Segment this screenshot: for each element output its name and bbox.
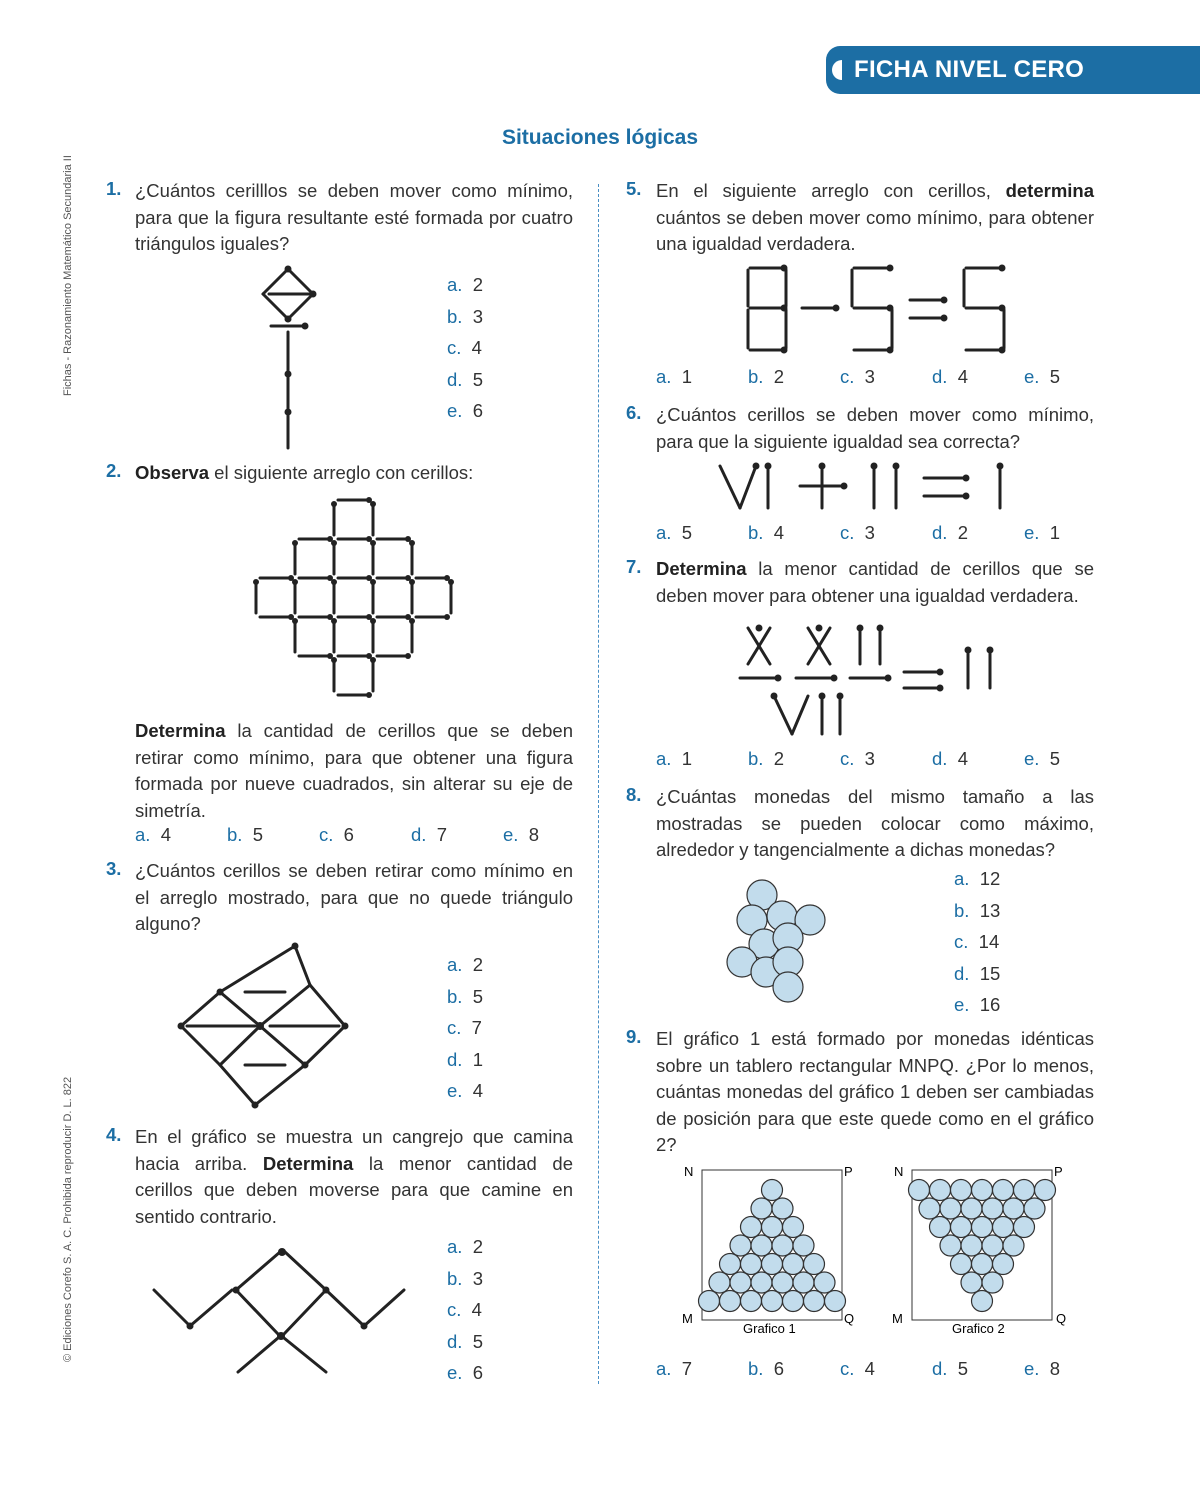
q6-option-d[interactable]	[932, 522, 968, 544]
option-value: 7	[461, 1017, 482, 1038]
option-value: 5	[462, 1330, 484, 1352]
q5-figure	[740, 262, 1020, 358]
q1-option-d[interactable]	[447, 369, 483, 391]
option-value: 3	[854, 748, 875, 769]
option-letter: b.	[954, 899, 970, 921]
q1-number: 1.	[106, 178, 122, 199]
q7-figure	[736, 622, 1026, 742]
option-value: 2	[462, 274, 484, 295]
q9-label-q1: Q	[844, 1311, 855, 1326]
option-value: 12	[969, 868, 1001, 889]
option-letter: e.	[447, 1080, 463, 1101]
option-letter: a.	[135, 824, 151, 845]
option-letter: b.	[748, 522, 764, 543]
option-value: 4	[854, 1358, 875, 1379]
q8-number: 8.	[626, 784, 642, 805]
option-value: 1	[1039, 522, 1061, 543]
q4-figure	[150, 1246, 410, 1376]
option-value: 5	[462, 368, 484, 390]
option-value: 4	[461, 337, 482, 358]
option-letter: a.	[656, 522, 672, 543]
option-value: 4	[461, 1299, 482, 1320]
option-letter: a.	[447, 274, 463, 295]
q9-label-m1: M	[682, 1311, 693, 1326]
option-value: 4	[763, 522, 785, 543]
option-letter: c.	[319, 824, 334, 845]
option-letter: d.	[932, 522, 948, 543]
option-value: 1	[462, 1048, 484, 1070]
q8-option-e[interactable]	[954, 994, 1000, 1016]
q7-option-d[interactable]	[932, 748, 968, 770]
option-letter: b.	[447, 1267, 463, 1289]
q2-text-rest: el siguiente arreglo con cerillos:	[209, 462, 474, 483]
option-value: 5	[671, 522, 693, 543]
page-title: Situaciones lógicas	[501, 126, 699, 149]
q3-option-d[interactable]	[447, 1049, 483, 1071]
q2-option-a[interactable]	[135, 824, 171, 846]
q2-option-e[interactable]	[503, 824, 539, 846]
option-value: 2	[763, 366, 785, 387]
option-letter: e.	[954, 994, 970, 1015]
option-letter: e.	[1024, 1358, 1040, 1379]
q9-text: El gráfico 1 está formado por monedas idénticas sobre un tablero rectangular MNPQ. ¿Por lo menos, cuántas monedas del gráfico 1 deben ser cambiadas de posición para que este quede como en el gráfico 2?	[656, 1028, 1094, 1155]
q4-text-a: En el gráfico se muestra un cangrejo que camina hacia arriba.	[135, 1126, 573, 1174]
q2-option-c[interactable]	[319, 824, 354, 846]
option-letter: b.	[447, 985, 463, 1007]
option-letter: a.	[447, 954, 463, 975]
option-value: 3	[854, 522, 875, 543]
option-value: 4	[947, 748, 969, 769]
q3-option-e[interactable]	[447, 1080, 483, 1102]
q7-option-c[interactable]	[840, 748, 875, 770]
q4-option-a[interactable]	[447, 1236, 483, 1258]
option-letter: c.	[954, 931, 969, 952]
option-value: 2	[462, 1236, 484, 1257]
q7-option-b[interactable]	[748, 748, 784, 770]
q1-text: ¿Cuántos cerilllos se deben mover como mínimo, para que la figura resultante esté formada por cuatro triángulos iguales?	[135, 180, 573, 254]
q8-option-b[interactable]	[954, 900, 1000, 922]
option-letter: d.	[447, 1048, 463, 1070]
side-text-top: Fichas - Razonamiento Matemático Secundaria II	[62, 155, 74, 396]
q4-option-e[interactable]	[447, 1362, 483, 1384]
option-letter: d.	[932, 748, 948, 769]
q5-option-c[interactable]	[840, 366, 875, 388]
option-letter: c.	[840, 748, 855, 769]
q7-bold: Determina	[656, 558, 747, 579]
option-value: 5	[1039, 748, 1061, 769]
q1-option-e[interactable]	[447, 400, 483, 422]
q2-text-2	[135, 718, 573, 824]
option-letter: a.	[656, 366, 672, 387]
option-value: 7	[671, 1358, 693, 1379]
q9-label-g1: Grafico 1	[743, 1321, 796, 1336]
q4-text	[135, 1124, 573, 1230]
q5-number: 5.	[626, 178, 642, 199]
q9-label-q2: Q	[1056, 1311, 1067, 1326]
q8-option-a[interactable]	[954, 868, 1000, 890]
option-value: 16	[969, 994, 1001, 1015]
option-letter: d.	[411, 824, 427, 845]
q7-text-rest: la menor cantidad de cerillos que se deben mover para obtener una igualdad verdadera.	[656, 558, 1094, 606]
q5-option-a[interactable]	[656, 366, 692, 388]
q5-option-d[interactable]	[932, 366, 968, 388]
option-letter: e.	[1024, 748, 1040, 769]
q2-text-2-rest: la cantidad de cerillos que se deben retirar como mínimo, para que obtener una figura formada por nueve cuadrados, sin alterar su eje de simetría.	[135, 720, 573, 821]
column-divider	[598, 184, 599, 1384]
option-letter: c.	[840, 522, 855, 543]
option-value: 6	[462, 400, 484, 421]
option-letter: e.	[1024, 366, 1040, 387]
q3-option-b[interactable]	[447, 986, 483, 1008]
q2-option-d[interactable]	[411, 824, 447, 846]
option-value: 13	[969, 899, 1001, 921]
option-value: 8	[1039, 1358, 1061, 1379]
q5-option-b[interactable]	[748, 366, 784, 388]
q1-option-c[interactable]	[447, 337, 482, 359]
q4-text-b: la menor cantidad de cerillos que deben moverse para que camine en sentido contrario.	[135, 1152, 573, 1227]
header-tab-label: FICHA NIVEL CERO	[854, 56, 1085, 83]
option-value: 15	[969, 962, 1001, 984]
option-letter: c.	[840, 1358, 855, 1379]
option-letter: c.	[447, 1299, 462, 1320]
side-text-bottom: © Ediciones Corefo S. A. C. Prohibida reproducir D. L. 822	[62, 1076, 74, 1362]
option-letter: d.	[954, 962, 970, 984]
option-letter: b.	[748, 748, 764, 769]
q9-label-m2: M	[892, 1311, 903, 1326]
q2-option-b[interactable]	[227, 824, 263, 846]
q6-option-a[interactable]	[656, 522, 692, 544]
option-letter: d.	[447, 368, 463, 390]
q9-option-b[interactable]	[748, 1358, 784, 1380]
q6-figure	[716, 462, 1016, 512]
option-letter: d.	[932, 1358, 948, 1379]
option-value: 7	[426, 824, 448, 845]
q9-figure	[680, 1160, 1080, 1342]
option-value: 3	[462, 305, 484, 327]
q9-option-d[interactable]	[932, 1358, 968, 1380]
option-letter: a.	[656, 1358, 672, 1379]
option-value: 3	[854, 366, 875, 387]
option-value: 1	[671, 748, 693, 769]
option-value: 5	[1039, 366, 1061, 387]
option-value: 4	[462, 1080, 484, 1101]
q2-bold: Observa	[135, 462, 210, 483]
option-letter: e.	[1024, 522, 1040, 543]
option-value: 6	[763, 1358, 785, 1379]
q8-figure	[724, 876, 828, 1004]
option-letter: e.	[447, 400, 463, 421]
q3-number: 3.	[106, 858, 122, 879]
q7-option-a[interactable]	[656, 748, 692, 770]
q9-number: 9.	[626, 1026, 642, 1047]
option-value: 5	[242, 824, 264, 845]
q9-label-n2: N	[894, 1164, 904, 1179]
q8-option-d[interactable]	[954, 963, 1000, 985]
option-value: 6	[333, 824, 354, 845]
q4-option-b[interactable]	[447, 1268, 483, 1290]
q1-figure	[255, 262, 335, 452]
q4-option-c[interactable]	[447, 1299, 482, 1321]
q9-label-g2: Grafico 2	[952, 1321, 1005, 1336]
q3-option-c[interactable]	[447, 1017, 482, 1039]
option-letter: b.	[748, 366, 764, 387]
option-value: 14	[968, 931, 1000, 952]
q2-text	[135, 460, 573, 487]
q1-option-b[interactable]	[447, 306, 483, 328]
q6-option-e[interactable]	[1024, 522, 1060, 544]
q5-text-a: En el siguiente arreglo con cerillos,	[656, 180, 1006, 201]
q2-bold-2: Determina	[135, 720, 226, 741]
q2-figure	[250, 492, 460, 712]
option-letter: c.	[840, 366, 855, 387]
option-letter: c.	[447, 1017, 462, 1038]
option-value: 6	[462, 1362, 484, 1383]
option-value: 5	[462, 985, 484, 1007]
q3-text: ¿Cuántos cerillos se deben retirar como mínimo en el arreglo mostrado, para que no quede triángulo alguno?	[135, 860, 573, 934]
option-letter: b.	[227, 824, 243, 845]
option-letter: a.	[954, 868, 970, 889]
q9-label-p2: P	[1054, 1164, 1063, 1179]
option-letter: e.	[447, 1362, 463, 1383]
q4-option-d[interactable]	[447, 1331, 483, 1353]
q3-figure	[175, 940, 355, 1110]
option-value: 2	[763, 748, 785, 769]
q6-option-b[interactable]	[748, 522, 784, 544]
q4-number: 4.	[106, 1124, 122, 1145]
option-value: 4	[947, 366, 969, 387]
q6-number: 6.	[626, 402, 642, 423]
option-letter: d.	[447, 1330, 463, 1352]
q9-option-e[interactable]	[1024, 1358, 1060, 1380]
q5-bold: determina	[1005, 180, 1094, 201]
option-value: 5	[947, 1358, 969, 1379]
option-value: 1	[671, 366, 693, 387]
option-value: 4	[150, 824, 172, 845]
option-value: 2	[462, 954, 484, 975]
q4-bold: Determina	[262, 1152, 354, 1174]
option-letter: a.	[447, 1236, 463, 1257]
q7-number: 7.	[626, 556, 642, 577]
q8-text: ¿Cuántas monedas del mismo tamaño a las mostradas se pueden colocar como máximo, alrededor y tangencialmente a dichas monedas?	[656, 786, 1094, 860]
option-letter: b.	[748, 1358, 764, 1379]
q7-text	[656, 556, 1094, 609]
q5-option-e[interactable]	[1024, 366, 1060, 388]
option-value: 8	[518, 824, 540, 845]
q8-option-c[interactable]	[954, 931, 999, 953]
option-value: 2	[947, 522, 969, 543]
q6-option-c[interactable]	[840, 522, 875, 544]
q9-label-p1: P	[844, 1164, 853, 1179]
option-letter: e.	[503, 824, 519, 845]
q1-option-a[interactable]	[447, 274, 483, 296]
q9-option-a[interactable]	[656, 1358, 692, 1380]
option-letter: d.	[932, 366, 948, 387]
q7-option-e[interactable]	[1024, 748, 1060, 770]
q9-option-c[interactable]	[840, 1358, 875, 1380]
q6-text: ¿Cuántos cerillos se deben mover como mínimo, para que la siguiente igualdad sea correcta?	[656, 404, 1094, 452]
option-letter: c.	[447, 337, 462, 358]
q5-text	[656, 178, 1094, 258]
option-letter: a.	[656, 748, 672, 769]
q5-text-b: cuántos se deben mover como mínimo, para obtener una igualdad verdadera.	[656, 206, 1094, 254]
q2-number: 2.	[106, 460, 122, 481]
option-value: 3	[462, 1267, 484, 1289]
q3-option-a[interactable]	[447, 954, 483, 976]
option-letter: b.	[447, 305, 463, 327]
q9-label-n1: N	[684, 1164, 694, 1179]
